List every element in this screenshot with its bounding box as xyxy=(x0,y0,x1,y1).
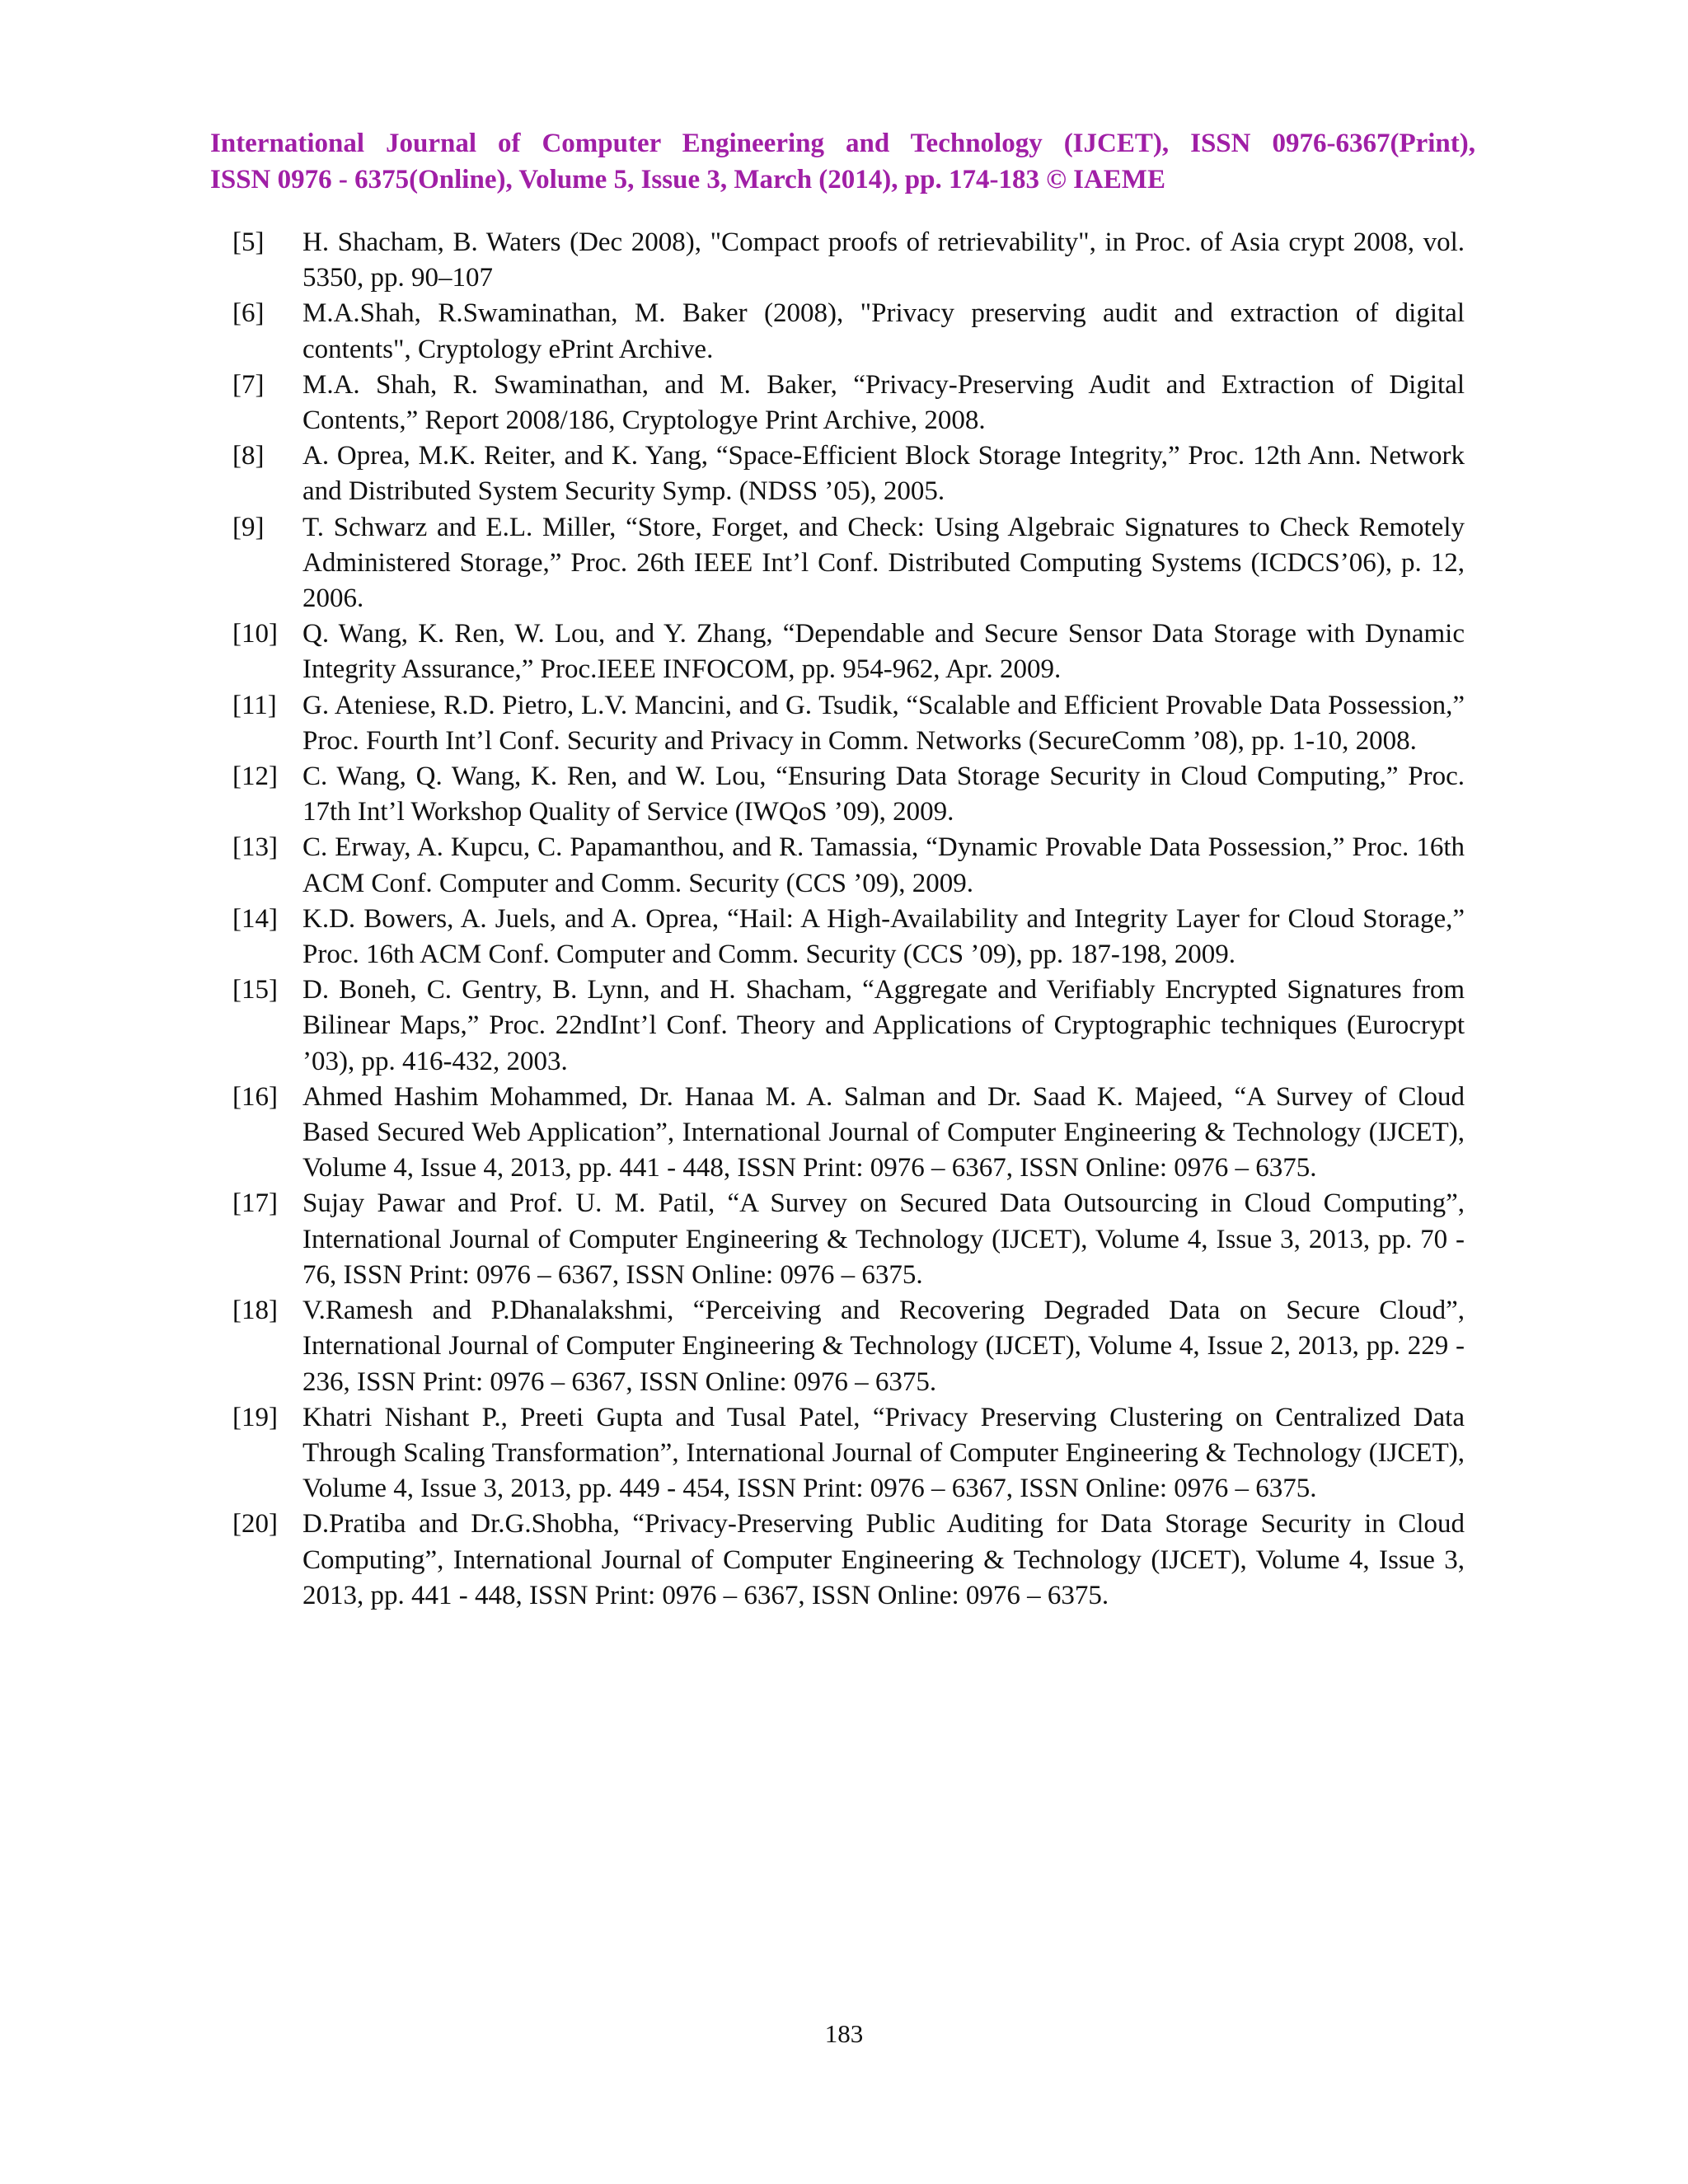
reference-number: [10] xyxy=(232,619,278,649)
reference-text: Q. Wang, K. Ren, W. Lou, and Y. Zhang, “Dependable and Secure Sensor Data Storage with Dynamic Integrity Assurance,” Proc.IEEE INFOCOM, pp. 954-962, Apr. 2009. xyxy=(302,619,1465,685)
reference-number: [9] xyxy=(232,512,265,542)
reference-item xyxy=(232,759,1465,830)
reference-item xyxy=(232,296,1465,367)
reference-number: [19] xyxy=(232,1402,278,1432)
reference-number: [15] xyxy=(232,975,278,1005)
reference-number: [13] xyxy=(232,832,278,863)
reference-text: A. Oprea, M.K. Reiter, and K. Yang, “Space-Efficient Block Storage Integrity,” Proc. 12th Ann. Network and Distributed System Security Symp. (NDSS ’05), 2005. xyxy=(302,441,1465,507)
reference-number: [12] xyxy=(232,762,278,792)
reference-text: C. Wang, Q. Wang, K. Ren, and W. Lou, “Ensuring Data Storage Security in Cloud Computing,” Proc. 17th Int’l Workshop Quality of Service (IWQoS ’09), 2009. xyxy=(302,762,1465,827)
reference-number: [20] xyxy=(232,1509,278,1540)
reference-number: [5] xyxy=(232,227,265,257)
reference-item xyxy=(232,616,1465,687)
reference-item xyxy=(232,688,1465,759)
reference-item xyxy=(232,1186,1465,1293)
reference-text: D.Pratiba and Dr.G.Shobha, “Privacy-Preserving Public Auditing for Data Storage Security in Cloud Computing”, International Journal of Computer Engineering & Technology (IJCET), Volume 4, Issue 3, 2013, pp. 441 - 448, ISSN Print: 0976 – 6367, ISSN Online: 0976 – 6375. xyxy=(302,1509,1465,1610)
reference-number: [17] xyxy=(232,1188,278,1219)
reference-text: Ahmed Hashim Mohammed, Dr. Hanaa M. A. Salman and Dr. Saad K. Majeed, “A Survey of Cloud Based Secured Web Application”, International Journal of Computer Engineering & Technology (IJCET), Volume 4, Issue 4, 2013, pp. 441 - 448, ISSN Print: 0976 – 6367, ISSN Online: 0976 – 6375. xyxy=(302,1081,1465,1183)
reference-number: [8] xyxy=(232,441,265,471)
reference-text: T. Schwarz and E.L. Miller, “Store, Forget, and Check: Using Algebraic Signatures to Check Remotely Administered Storage,” Proc. 26th IEEE Int’l Conf. Distributed Computing Systems (ICDCS’06), p. 12, 2006. xyxy=(302,512,1465,614)
reference-number: [14] xyxy=(232,903,278,934)
reference-number: [16] xyxy=(232,1081,278,1112)
reference-number: [6] xyxy=(232,298,265,329)
reference-item xyxy=(232,225,1465,296)
reference-text: G. Ateniese, R.D. Pietro, L.V. Mancini, and G. Tsudik, “Scalable and Efficient Provable Data Possession,” Proc. Fourth Int’l Conf. Security and Privacy in Comm. Networks (SecureComm ’08), pp. 1-10, 2008. xyxy=(302,690,1465,756)
reference-item xyxy=(232,510,1465,617)
reference-text: Khatri Nishant P., Preeti Gupta and Tusal Patel, “Privacy Preserving Clustering on Centralized Data Through Scaling Transformation”, International Journal of Computer Engineering & Technology (IJCET), Volume 4, Issue 3, 2013, pp. 449 - 454, ISSN Print: 0976 – 6367, ISSN Online: 0976 – 6375. xyxy=(302,1402,1465,1504)
reference-text: C. Erway, A. Kupcu, C. Papamanthou, and R. Tamassia, “Dynamic Provable Data Possession,” Proc. 16th ACM Conf. Computer and Comm. Security (CCS ’09), 2009. xyxy=(302,832,1465,898)
reference-item xyxy=(232,902,1465,972)
running-header-line-1: International Journal of Computer Engineering and Technology (IJCET), ISSN 0976-6367(Print), xyxy=(210,129,1475,158)
reference-item xyxy=(232,1400,1465,1507)
reference-number: [11] xyxy=(232,690,277,720)
reference-number: [7] xyxy=(232,369,265,400)
reference-text: M.A.Shah, R.Swaminathan, M. Baker (2008), "Privacy preserving audit and extraction of digital contents", Cryptology ePrint Archive. xyxy=(302,298,1465,364)
reference-number: [18] xyxy=(232,1296,278,1326)
reference-list xyxy=(232,225,1465,1614)
reference-text: Sujay Pawar and Prof. U. M. Patil, “A Survey on Secured Data Outsourcing in Cloud Computing”, International Journal of Computer Engineering & Technology (IJCET), Volume 4, Issue 3, 2013, pp. 70 - 76, ISSN Print: 0976 – 6367, ISSN Online: 0976 – 6375. xyxy=(302,1188,1465,1290)
reference-item xyxy=(232,1293,1465,1400)
reference-text: D. Boneh, C. Gentry, B. Lynn, and H. Shacham, “Aggregate and Verifiably Encrypted Signatures from Bilinear Maps,” Proc. 22ndInt’l Conf. Theory and Applications of Cryptographic techniques (Eurocrypt ’03), pp. 416-432, 2003. xyxy=(302,975,1465,1076)
reference-item xyxy=(232,438,1465,509)
running-header-line-2: ISSN 0976 - 6375(Online), Volume 5, Issue 3, March (2014), pp. 174-183 © IAEME xyxy=(210,165,1165,194)
reference-text: H. Shacham, B. Waters (Dec 2008), "Compact proofs of retrievability", in Proc. of Asia crypt 2008, vol. 5350, pp. 90–107 xyxy=(302,227,1465,293)
reference-item xyxy=(232,1507,1465,1614)
page-number: 183 xyxy=(824,2019,864,2048)
reference-item xyxy=(232,972,1465,1080)
reference-item xyxy=(232,830,1465,901)
running-header xyxy=(210,125,1475,198)
reference-text: V.Ramesh and P.Dhanalakshmi, “Perceiving and Recovering Degraded Data on Secure Cloud”, International Journal of Computer Engineering & Technology (IJCET), Volume 4, Issue 2, 2013, pp. 229 - 236, ISSN Print: 0976 – 6367, ISSN Online: 0976 – 6375. xyxy=(302,1296,1465,1397)
reference-item xyxy=(232,1080,1465,1187)
reference-item xyxy=(232,368,1465,438)
reference-text: K.D. Bowers, A. Juels, and A. Oprea, “Hail: A High-Availability and Integrity Layer for Cloud Storage,” Proc. 16th ACM Conf. Computer and Comm. Security (CCS ’09), pp. 187-198, 2009. xyxy=(302,903,1465,970)
reference-text: M.A. Shah, R. Swaminathan, and M. Baker, “Privacy-Preserving Audit and Extraction of Digital Contents,” Report 2008/186, Cryptologye Print Archive, 2008. xyxy=(302,369,1465,436)
